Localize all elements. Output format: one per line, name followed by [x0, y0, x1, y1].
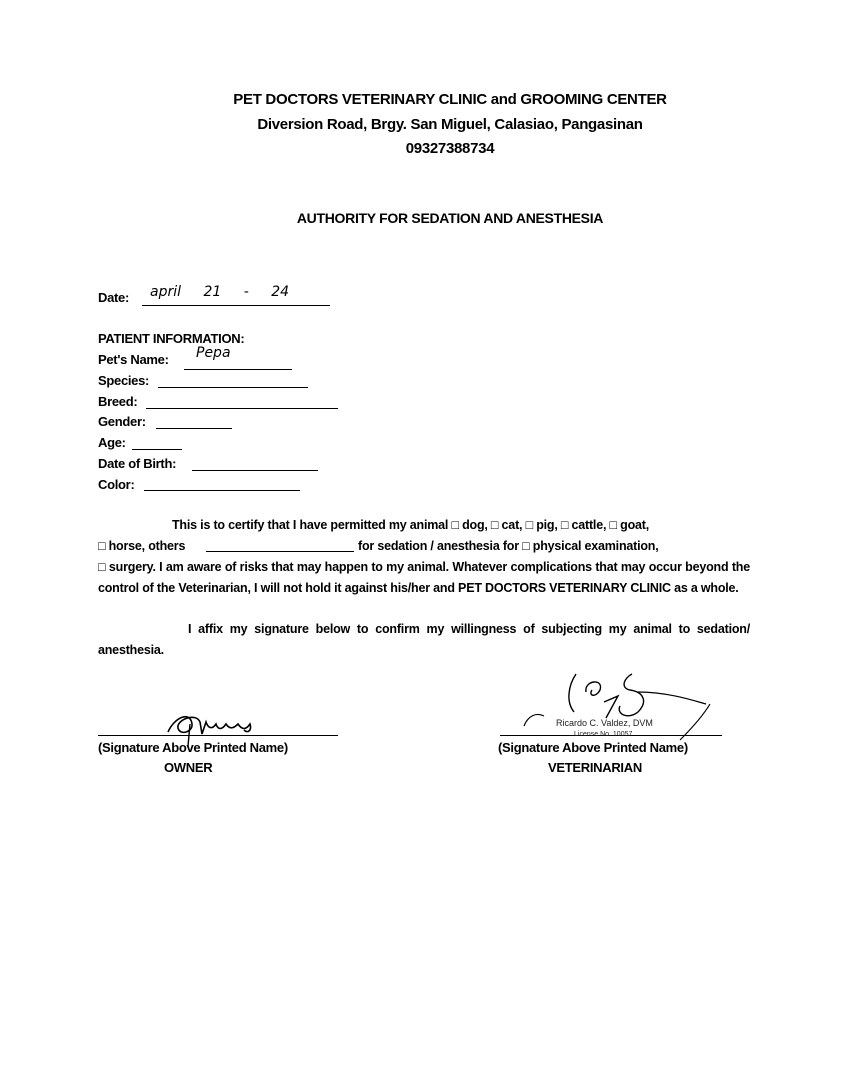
consent-line-1: This is to certify that I have permitted my animal □ dog, □ cat, □ pig, □ cattle, □ goat,	[172, 518, 649, 532]
affirm-paragraph: I affix my signature below to confirm my willingness of subjecting my animal to sedation/ anesthesia.	[98, 622, 750, 657]
species-label: Species:	[98, 373, 150, 388]
dob-label: Date of Birth:	[98, 456, 177, 471]
patient-heading: PATIENT INFORMATION:	[98, 331, 245, 346]
vet-stamp-license: License No. 10057	[574, 731, 633, 738]
species-line	[158, 387, 308, 388]
date-label: Date:	[98, 290, 130, 305]
breed-line	[146, 408, 338, 409]
clinic-address: Diversion Road, Brgy. San Miguel, Calasiao, Pangasinan	[257, 116, 643, 133]
gender-label: Gender:	[98, 414, 146, 429]
date-line	[142, 305, 330, 306]
vet-signature	[520, 662, 720, 742]
owner-sig-caption: (Signature Above Printed Name)	[98, 740, 288, 755]
pet-name-line	[184, 369, 292, 370]
pet-name-value: Pepa	[196, 345, 231, 361]
color-line	[144, 490, 300, 491]
clinic-phone: 09327388734	[405, 140, 495, 157]
clinic-name: PET DOCTORS VETERINARY CLINIC and GROOMING CENTER	[233, 91, 667, 108]
owner-sig-line	[98, 735, 338, 736]
age-line	[132, 449, 182, 450]
breed-label: Breed:	[98, 394, 138, 409]
vet-stamp-name: Ricardo C. Valdez, DVM	[556, 718, 653, 728]
consent-line-2c: for sedation / anesthesia for □ physical examination,	[358, 539, 659, 553]
vet-role: VETERINARIAN	[548, 760, 642, 775]
date-value: april 21 - 24	[150, 284, 290, 300]
age-label: Age:	[98, 435, 126, 450]
consent-line-3: □ surgery. I am aware of risks that may happen to my animal. Whatever complications that may occur beyond the control of the Veterinarian, I will not hold it against his/her and PET DOCTORS VETERINARY CLINIC as a whole.	[98, 560, 750, 595]
consent-line-2a: □ horse, others	[98, 539, 186, 553]
color-label: Color:	[98, 477, 135, 492]
owner-role: OWNER	[164, 760, 213, 775]
pet-name-label: Pet's Name:	[98, 352, 169, 367]
others-line	[206, 551, 354, 552]
vet-sig-caption: (Signature Above Printed Name)	[498, 740, 688, 755]
form-title: AUTHORITY FOR SEDATION AND ANESTHESIA	[296, 210, 604, 226]
dob-line	[192, 470, 318, 471]
gender-line	[156, 428, 232, 429]
